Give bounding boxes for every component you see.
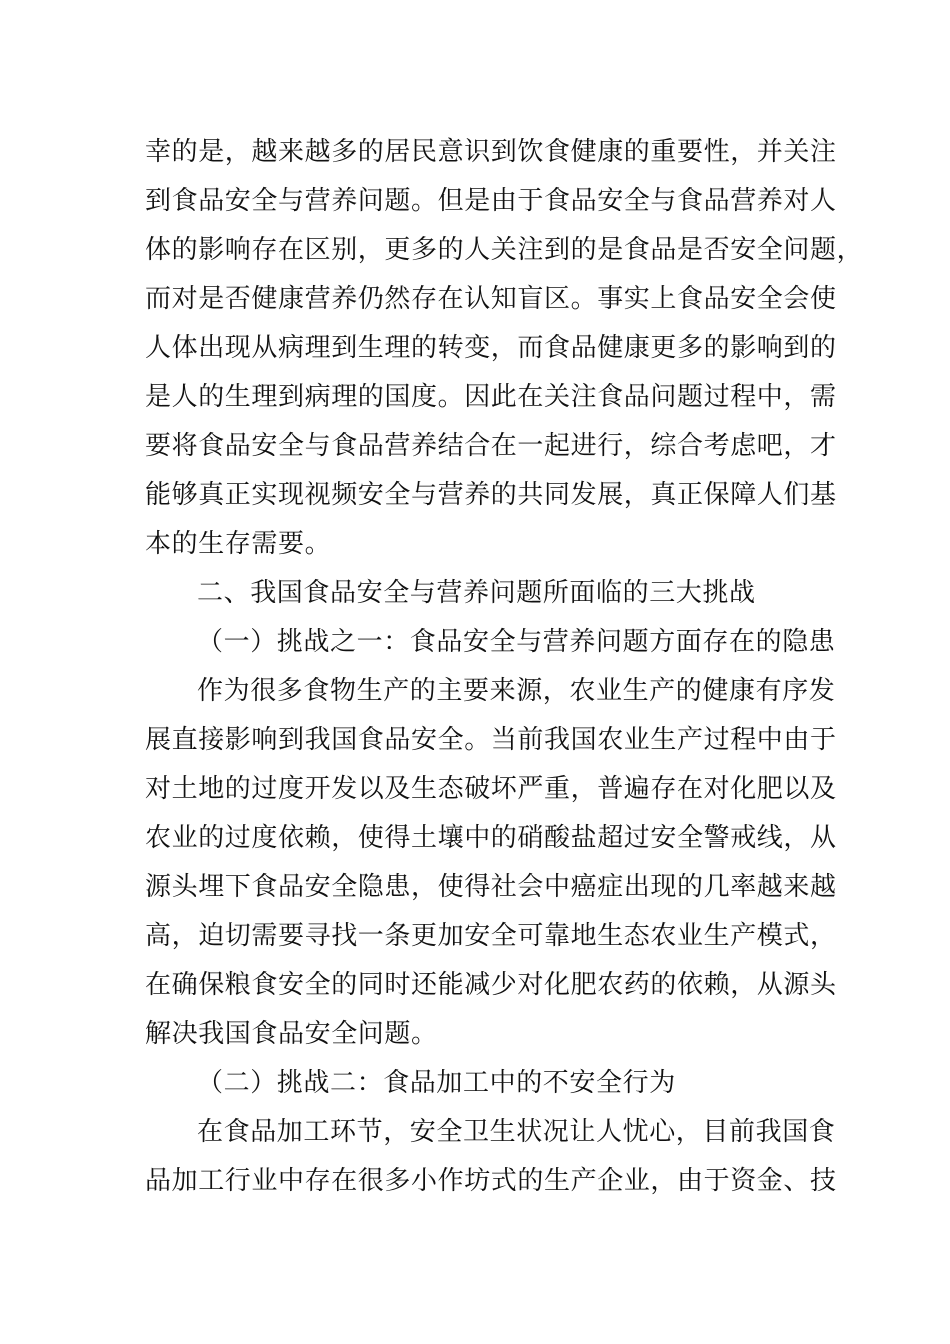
paragraph-line: 幸的是，越来越多的居民意识到饮食健康的重要性，并关注	[145, 137, 837, 167]
paragraph-line: 到食品安全与营养问题。但是由于食品安全与食品营养对人	[145, 186, 837, 216]
paragraph-line: 作为很多食物生产的主要来源，农业生产的健康有序发	[197, 676, 836, 706]
subsection-heading: （一）挑战之一：食品安全与营养问题方面存在的隐患	[197, 627, 836, 657]
document-body	[145, 128, 864, 1206]
paragraph-line: 人体出现从病理到生理的转变，而食品健康更多的影响到的	[145, 333, 837, 363]
subsection-heading: （二）挑战二：食品加工中的不安全行为	[197, 1068, 676, 1098]
paragraph-line: 本的生存需要。	[145, 529, 332, 559]
paragraph-line: 农业的过度依赖，使得土壤中的硝酸盐超过安全警戒线，从	[145, 823, 837, 853]
paragraph-line: 而对是否健康营养仍然存在认知盲区。事实上食品安全会使	[145, 284, 837, 314]
paragraph-line: 展直接影响到我国食品安全。当前我国农业生产过程中由于	[145, 725, 837, 755]
paragraph-line: 在确保粮食安全的同时还能减少对化肥农药的依赖，从源头	[145, 970, 837, 1000]
paragraph-line: 品加工行业中存在很多小作坊式的生产企业，由于资金、技	[145, 1166, 837, 1196]
paragraph-line: 源头埋下食品安全隐患，使得社会中癌症出现的几率越来越	[145, 872, 837, 902]
section-heading: 二、我国食品安全与营养问题所面临的三大挑战	[197, 578, 756, 608]
paragraph-line: 对土地的过度开发以及生态破坏严重，普遍存在对化肥以及	[145, 774, 837, 804]
paragraph-line: 能够真正实现视频安全与营养的共同发展，真正保障人们基	[145, 480, 837, 510]
paragraph-line: 要将食品安全与食品营养结合在一起进行，综合考虑吧，才	[145, 431, 837, 461]
paragraph-line: 高，迫切需要寻找一条更加安全可靠地生态农业生产模式，	[145, 921, 837, 951]
paragraph-line: 是人的生理到病理的国度。因此在关注食品问题过程中，需	[145, 382, 837, 412]
paragraph-line: 在食品加工环节，安全卫生状况让人忧心，目前我国食	[197, 1117, 836, 1147]
paragraph-line: 解决我国食品安全问题。	[145, 1019, 438, 1049]
paragraph-line: 体的影响存在区别，更多的人关注到的是食品是否安全问题，	[145, 235, 864, 265]
